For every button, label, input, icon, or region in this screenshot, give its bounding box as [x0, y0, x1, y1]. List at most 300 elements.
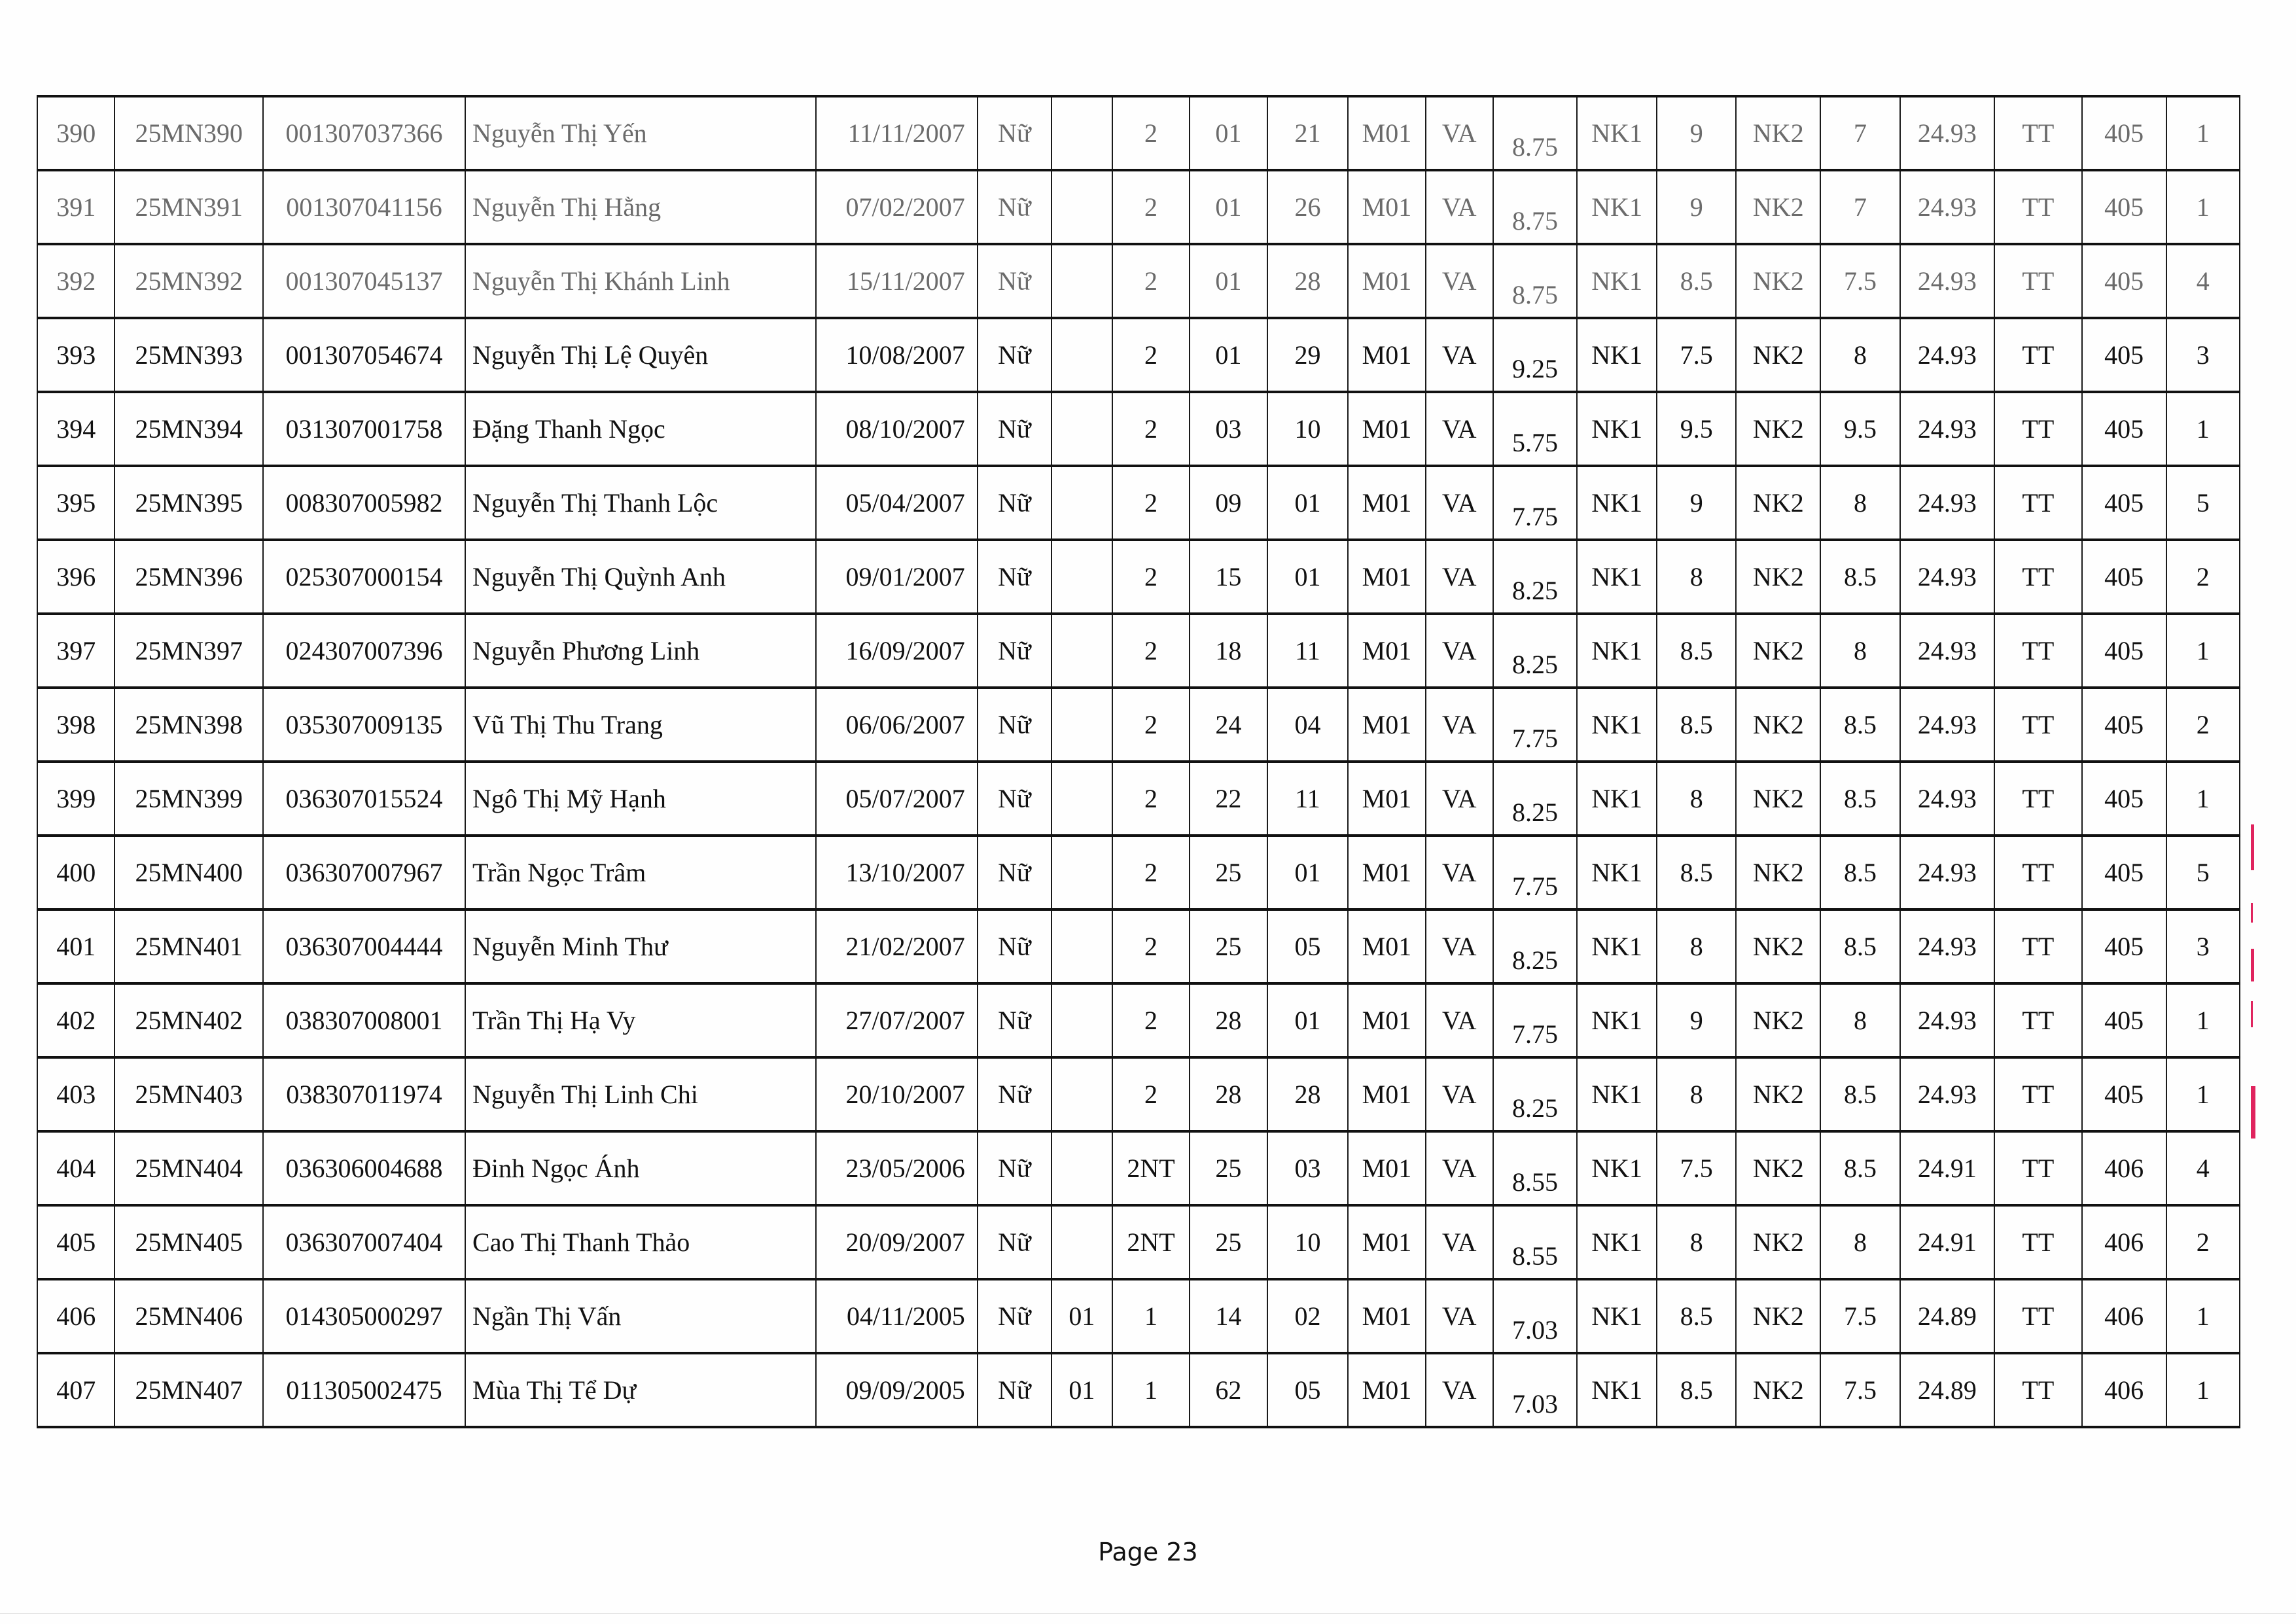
cell-subject-combo: M01 — [1348, 466, 1425, 540]
cell-preference: 1 — [2166, 392, 2240, 466]
cell-score-2: 8.5 — [1657, 614, 1737, 688]
cell-ethnic-priority — [1051, 688, 1112, 762]
cell-gender: Nữ — [978, 762, 1051, 836]
cell-subject-2: NK1 — [1577, 1131, 1657, 1205]
cell-preference: 1 — [2166, 170, 2240, 244]
cell-preference: 1 — [2166, 96, 2240, 170]
cell-district-code: 11 — [1267, 762, 1349, 836]
cell-score-2: 9 — [1657, 170, 1737, 244]
cell-score-2: 8 — [1657, 909, 1737, 983]
cell-candidate-id: 25MN404 — [115, 1131, 263, 1205]
cell-score-2: 8 — [1657, 1205, 1737, 1279]
cell-score-1: 7.03 — [1493, 1353, 1578, 1427]
cell-date-of-birth: 11/11/2007 — [816, 96, 978, 170]
cell-province-code: 03 — [1190, 392, 1267, 466]
cell-score-2: 9 — [1657, 983, 1737, 1057]
cell-row-number: 401 — [37, 909, 115, 983]
cell-area-code: 2 — [1112, 466, 1190, 540]
cell-score-3: 8 — [1820, 466, 1900, 540]
cell-district-code: 03 — [1267, 1131, 1349, 1205]
cell-district-code: 28 — [1267, 244, 1349, 318]
cell-preference: 1 — [2166, 1279, 2240, 1353]
cell-total-score: 24.93 — [1900, 836, 1994, 909]
cell-score-1: 7.03 — [1493, 1279, 1578, 1353]
cell-status: TT — [1994, 96, 2082, 170]
cell-subject-3: NK2 — [1736, 392, 1820, 466]
cell-row-number: 407 — [37, 1353, 115, 1427]
cell-date-of-birth: 09/01/2007 — [816, 540, 978, 614]
cell-province-code: 14 — [1190, 1279, 1267, 1353]
cell-cutoff: 405 — [2082, 909, 2166, 983]
cell-subject-combo: M01 — [1348, 244, 1425, 318]
cell-row-number: 406 — [37, 1279, 115, 1353]
cell-citizen-id: 001307054674 — [263, 318, 465, 392]
cell-score-2: 8.5 — [1657, 1279, 1737, 1353]
cell-score-1: 8.25 — [1493, 614, 1578, 688]
cell-score-2: 7.5 — [1657, 318, 1737, 392]
cell-ethnic-priority: 01 — [1051, 1353, 1112, 1427]
cell-subject-3: NK2 — [1736, 762, 1820, 836]
cell-citizen-id: 025307000154 — [263, 540, 465, 614]
cell-total-score: 24.93 — [1900, 392, 1994, 466]
cell-subject-3: NK2 — [1736, 244, 1820, 318]
cell-date-of-birth: 16/09/2007 — [816, 614, 978, 688]
cell-status: TT — [1994, 1057, 2082, 1131]
cell-score-3: 8 — [1820, 983, 1900, 1057]
cell-score-2: 9 — [1657, 96, 1737, 170]
cell-citizen-id: 036306004688 — [263, 1131, 465, 1205]
cell-district-code: 01 — [1267, 540, 1349, 614]
cell-cutoff: 406 — [2082, 1131, 2166, 1205]
cell-candidate-id: 25MN393 — [115, 318, 263, 392]
table-row — [37, 983, 2240, 1057]
cell-subject-2: NK1 — [1577, 96, 1657, 170]
cell-cutoff: 405 — [2082, 762, 2166, 836]
cell-total-score: 24.93 — [1900, 318, 1994, 392]
cell-subject-3: NK2 — [1736, 909, 1820, 983]
cell-preference: 2 — [2166, 540, 2240, 614]
cell-cutoff: 406 — [2082, 1353, 2166, 1427]
cell-total-score: 24.91 — [1900, 1205, 1994, 1279]
cell-full-name: Nguyễn Thị Quỳnh Anh — [465, 540, 816, 614]
table-row — [37, 318, 2240, 392]
cell-row-number: 397 — [37, 614, 115, 688]
cell-score-3: 8.5 — [1820, 540, 1900, 614]
cell-gender: Nữ — [978, 318, 1051, 392]
cell-province-code: 24 — [1190, 688, 1267, 762]
cell-cutoff: 405 — [2082, 244, 2166, 318]
cell-subject-combo: M01 — [1348, 1353, 1425, 1427]
cell-total-score: 24.93 — [1900, 614, 1994, 688]
cell-subject-3: NK2 — [1736, 1353, 1820, 1427]
cell-subject-1: VA — [1426, 983, 1493, 1057]
cell-score-3: 7.5 — [1820, 244, 1900, 318]
cell-citizen-id: 001307041156 — [263, 170, 465, 244]
cell-candidate-id: 25MN396 — [115, 540, 263, 614]
cell-cutoff: 405 — [2082, 96, 2166, 170]
cell-score-2: 8.5 — [1657, 244, 1737, 318]
cell-ethnic-priority — [1051, 983, 1112, 1057]
cell-status: TT — [1994, 540, 2082, 614]
cell-province-code: 01 — [1190, 318, 1267, 392]
cell-preference: 1 — [2166, 762, 2240, 836]
scan-edge-line — [0, 1613, 2296, 1614]
cell-subject-2: NK1 — [1577, 909, 1657, 983]
cell-area-code: 2 — [1112, 983, 1190, 1057]
cell-district-code: 05 — [1267, 909, 1349, 983]
cell-province-code: 09 — [1190, 466, 1267, 540]
cell-cutoff: 405 — [2082, 392, 2166, 466]
cell-score-3: 9.5 — [1820, 392, 1900, 466]
cell-preference: 4 — [2166, 244, 2240, 318]
cell-preference: 3 — [2166, 318, 2240, 392]
cell-subject-3: NK2 — [1736, 170, 1820, 244]
cell-district-code: 10 — [1267, 392, 1349, 466]
cell-citizen-id: 035307009135 — [263, 688, 465, 762]
cell-preference: 2 — [2166, 1205, 2240, 1279]
table-row — [37, 540, 2240, 614]
cell-status: TT — [1994, 466, 2082, 540]
cell-district-code: 01 — [1267, 466, 1349, 540]
cell-date-of-birth: 15/11/2007 — [816, 244, 978, 318]
cell-score-1: 8.55 — [1493, 1131, 1578, 1205]
cell-district-code: 28 — [1267, 1057, 1349, 1131]
cell-row-number: 394 — [37, 392, 115, 466]
cell-gender: Nữ — [978, 983, 1051, 1057]
cell-candidate-id: 25MN403 — [115, 1057, 263, 1131]
cell-subject-combo: M01 — [1348, 836, 1425, 909]
table-row — [37, 836, 2240, 909]
cell-full-name: Nguyễn Minh Thư — [465, 909, 816, 983]
cell-date-of-birth: 09/09/2005 — [816, 1353, 978, 1427]
cell-score-3: 8.5 — [1820, 836, 1900, 909]
cell-gender: Nữ — [978, 170, 1051, 244]
cell-province-code: 28 — [1190, 983, 1267, 1057]
cell-province-code: 01 — [1190, 96, 1267, 170]
cell-candidate-id: 25MN394 — [115, 392, 263, 466]
cell-citizen-id: 038307011974 — [263, 1057, 465, 1131]
cell-total-score: 24.93 — [1900, 96, 1994, 170]
cell-gender: Nữ — [978, 466, 1051, 540]
cell-subject-1: VA — [1426, 392, 1493, 466]
cell-area-code: 2 — [1112, 688, 1190, 762]
cell-subject-combo: M01 — [1348, 1057, 1425, 1131]
cell-subject-2: NK1 — [1577, 614, 1657, 688]
cell-citizen-id: 024307007396 — [263, 614, 465, 688]
cell-date-of-birth: 05/07/2007 — [816, 762, 978, 836]
cell-subject-2: NK1 — [1577, 688, 1657, 762]
cell-subject-2: NK1 — [1577, 836, 1657, 909]
cell-preference: 1 — [2166, 1057, 2240, 1131]
cell-subject-1: VA — [1426, 1057, 1493, 1131]
cell-score-1: 8.25 — [1493, 540, 1578, 614]
cell-province-code: 25 — [1190, 1131, 1267, 1205]
cell-subject-2: NK1 — [1577, 466, 1657, 540]
cell-province-code: 01 — [1190, 170, 1267, 244]
cell-subject-1: VA — [1426, 466, 1493, 540]
cell-ethnic-priority — [1051, 1057, 1112, 1131]
cell-full-name: Nguyễn Thị Thanh Lộc — [465, 466, 816, 540]
cell-subject-combo: M01 — [1348, 96, 1425, 170]
cell-gender: Nữ — [978, 96, 1051, 170]
cell-province-code: 28 — [1190, 1057, 1267, 1131]
cell-full-name: Ngần Thị Vấn — [465, 1279, 816, 1353]
cell-row-number: 403 — [37, 1057, 115, 1131]
cell-candidate-id: 25MN405 — [115, 1205, 263, 1279]
cell-province-code: 62 — [1190, 1353, 1267, 1427]
cell-candidate-id: 25MN400 — [115, 836, 263, 909]
cell-district-code: 29 — [1267, 318, 1349, 392]
cell-total-score: 24.93 — [1900, 762, 1994, 836]
table-row — [37, 96, 2240, 170]
cell-area-code: 2 — [1112, 762, 1190, 836]
cell-subject-3: NK2 — [1736, 540, 1820, 614]
cell-full-name: Ngô Thị Mỹ Hạnh — [465, 762, 816, 836]
cell-preference: 1 — [2166, 983, 2240, 1057]
cell-cutoff: 405 — [2082, 836, 2166, 909]
cell-ethnic-priority: 01 — [1051, 1279, 1112, 1353]
cell-score-3: 7.5 — [1820, 1353, 1900, 1427]
cell-citizen-id: 008307005982 — [263, 466, 465, 540]
cell-subject-combo: M01 — [1348, 688, 1425, 762]
table-row — [37, 614, 2240, 688]
cell-gender: Nữ — [978, 392, 1051, 466]
cell-score-1: 8.55 — [1493, 1205, 1578, 1279]
cell-gender: Nữ — [978, 540, 1051, 614]
cell-row-number: 400 — [37, 836, 115, 909]
cell-ethnic-priority — [1051, 466, 1112, 540]
admission-results-table — [37, 95, 2240, 1428]
cell-row-number: 395 — [37, 466, 115, 540]
cell-status: TT — [1994, 1205, 2082, 1279]
cell-full-name: Nguyễn Thị Khánh Linh — [465, 244, 816, 318]
cell-subject-2: NK1 — [1577, 762, 1657, 836]
cell-citizen-id: 036307004444 — [263, 909, 465, 983]
cell-score-1: 7.75 — [1493, 983, 1578, 1057]
cell-subject-combo: M01 — [1348, 762, 1425, 836]
cell-cutoff: 405 — [2082, 983, 2166, 1057]
cell-subject-2: NK1 — [1577, 1205, 1657, 1279]
cell-candidate-id: 25MN399 — [115, 762, 263, 836]
cell-score-1: 8.75 — [1493, 170, 1578, 244]
cell-district-code: 10 — [1267, 1205, 1349, 1279]
cell-date-of-birth: 23/05/2006 — [816, 1131, 978, 1205]
cell-score-3: 8 — [1820, 614, 1900, 688]
cell-subject-3: NK2 — [1736, 1279, 1820, 1353]
cell-subject-2: NK1 — [1577, 244, 1657, 318]
table-row — [37, 1205, 2240, 1279]
cell-subject-1: VA — [1426, 540, 1493, 614]
cell-area-code: 2 — [1112, 614, 1190, 688]
cell-row-number: 390 — [37, 96, 115, 170]
cell-preference: 5 — [2166, 466, 2240, 540]
cell-row-number: 404 — [37, 1131, 115, 1205]
cell-candidate-id: 25MN392 — [115, 244, 263, 318]
cell-subject-2: NK1 — [1577, 983, 1657, 1057]
cell-date-of-birth: 10/08/2007 — [816, 318, 978, 392]
cell-subject-3: NK2 — [1736, 836, 1820, 909]
cell-total-score: 24.93 — [1900, 170, 1994, 244]
cell-cutoff: 406 — [2082, 1205, 2166, 1279]
cell-date-of-birth: 05/04/2007 — [816, 466, 978, 540]
cell-subject-2: NK1 — [1577, 540, 1657, 614]
cell-province-code: 25 — [1190, 1205, 1267, 1279]
cell-score-3: 7 — [1820, 170, 1900, 244]
cell-full-name: Vũ Thị Thu Trang — [465, 688, 816, 762]
cell-score-3: 8 — [1820, 1205, 1900, 1279]
cell-subject-1: VA — [1426, 1353, 1493, 1427]
cell-status: TT — [1994, 1131, 2082, 1205]
cell-ethnic-priority — [1051, 96, 1112, 170]
cell-full-name: Mùa Thị Tể Dự — [465, 1353, 816, 1427]
cell-area-code: 2 — [1112, 909, 1190, 983]
cell-gender: Nữ — [978, 1279, 1051, 1353]
cell-ethnic-priority — [1051, 318, 1112, 392]
cell-cutoff: 405 — [2082, 688, 2166, 762]
cell-subject-combo: M01 — [1348, 614, 1425, 688]
cell-subject-3: NK2 — [1736, 1205, 1820, 1279]
cell-area-code: 2 — [1112, 1057, 1190, 1131]
cell-citizen-id: 014305000297 — [263, 1279, 465, 1353]
cell-subject-3: NK2 — [1736, 983, 1820, 1057]
cell-total-score: 24.93 — [1900, 540, 1994, 614]
cell-subject-1: VA — [1426, 1131, 1493, 1205]
cell-cutoff: 405 — [2082, 540, 2166, 614]
cell-score-3: 8.5 — [1820, 688, 1900, 762]
cell-date-of-birth: 21/02/2007 — [816, 909, 978, 983]
cell-subject-1: VA — [1426, 96, 1493, 170]
cell-date-of-birth: 20/10/2007 — [816, 1057, 978, 1131]
cell-date-of-birth: 08/10/2007 — [816, 392, 978, 466]
cell-score-2: 7.5 — [1657, 1131, 1737, 1205]
cell-score-1: 8.75 — [1493, 96, 1578, 170]
cell-ethnic-priority — [1051, 1205, 1112, 1279]
cell-status: TT — [1994, 688, 2082, 762]
cell-candidate-id: 25MN391 — [115, 170, 263, 244]
cell-area-code: 2NT — [1112, 1131, 1190, 1205]
cell-cutoff: 405 — [2082, 466, 2166, 540]
cell-score-2: 8.5 — [1657, 688, 1737, 762]
cell-province-code: 25 — [1190, 836, 1267, 909]
cell-district-code: 01 — [1267, 836, 1349, 909]
cell-subject-3: NK2 — [1736, 1131, 1820, 1205]
cell-full-name: Nguyễn Thị Yến — [465, 96, 816, 170]
cell-row-number: 392 — [37, 244, 115, 318]
cell-subject-2: NK1 — [1577, 1353, 1657, 1427]
cell-status: TT — [1994, 614, 2082, 688]
cell-gender: Nữ — [978, 614, 1051, 688]
cell-cutoff: 405 — [2082, 170, 2166, 244]
cell-total-score: 24.93 — [1900, 244, 1994, 318]
cell-score-1: 5.75 — [1493, 392, 1578, 466]
cell-full-name: Nguyễn Thị Lệ Quyên — [465, 318, 816, 392]
cell-full-name: Trần Ngọc Trâm — [465, 836, 816, 909]
cell-citizen-id: 001307045137 — [263, 244, 465, 318]
cell-area-code: 2 — [1112, 318, 1190, 392]
table-row — [37, 1057, 2240, 1131]
cell-score-1: 8.75 — [1493, 244, 1578, 318]
cell-status: TT — [1994, 836, 2082, 909]
cell-cutoff: 405 — [2082, 318, 2166, 392]
table-row — [37, 170, 2240, 244]
cell-subject-2: NK1 — [1577, 318, 1657, 392]
cell-citizen-id: 001307037366 — [263, 96, 465, 170]
cell-candidate-id: 25MN398 — [115, 688, 263, 762]
cell-subject-3: NK2 — [1736, 96, 1820, 170]
cell-score-3: 7.5 — [1820, 1279, 1900, 1353]
cell-score-2: 9 — [1657, 466, 1737, 540]
cell-province-code: 01 — [1190, 244, 1267, 318]
cell-row-number: 399 — [37, 762, 115, 836]
cell-citizen-id: 036307015524 — [263, 762, 465, 836]
cell-gender: Nữ — [978, 244, 1051, 318]
cell-date-of-birth: 06/06/2007 — [816, 688, 978, 762]
cell-citizen-id: 036307007404 — [263, 1205, 465, 1279]
table-row — [37, 909, 2240, 983]
cell-full-name: Trần Thị Hạ Vy — [465, 983, 816, 1057]
cell-score-2: 8 — [1657, 762, 1737, 836]
cell-subject-combo: M01 — [1348, 983, 1425, 1057]
cell-subject-combo: M01 — [1348, 1131, 1425, 1205]
cell-area-code: 2NT — [1112, 1205, 1190, 1279]
cell-score-1: 7.75 — [1493, 688, 1578, 762]
cell-total-score: 24.89 — [1900, 1279, 1994, 1353]
cell-province-code: 22 — [1190, 762, 1267, 836]
cell-status: TT — [1994, 983, 2082, 1057]
cell-subject-1: VA — [1426, 318, 1493, 392]
cell-row-number: 391 — [37, 170, 115, 244]
cell-candidate-id: 25MN406 — [115, 1279, 263, 1353]
table-row — [37, 392, 2240, 466]
cell-subject-2: NK1 — [1577, 392, 1657, 466]
cell-candidate-id: 25MN402 — [115, 983, 263, 1057]
cell-area-code: 2 — [1112, 96, 1190, 170]
cell-date-of-birth: 27/07/2007 — [816, 983, 978, 1057]
cell-score-3: 8.5 — [1820, 762, 1900, 836]
cell-date-of-birth: 20/09/2007 — [816, 1205, 978, 1279]
cell-district-code: 02 — [1267, 1279, 1349, 1353]
cell-cutoff: 406 — [2082, 1279, 2166, 1353]
cell-citizen-id: 038307008001 — [263, 983, 465, 1057]
cell-total-score: 24.91 — [1900, 1131, 1994, 1205]
cell-subject-3: NK2 — [1736, 1057, 1820, 1131]
cell-full-name: Nguyễn Phương Linh — [465, 614, 816, 688]
cell-total-score: 24.93 — [1900, 466, 1994, 540]
cell-ethnic-priority — [1051, 392, 1112, 466]
cell-status: TT — [1994, 1353, 2082, 1427]
cell-area-code: 2 — [1112, 836, 1190, 909]
cell-ethnic-priority — [1051, 614, 1112, 688]
cell-district-code: 05 — [1267, 1353, 1349, 1427]
cell-score-2: 8.5 — [1657, 836, 1737, 909]
cell-gender: Nữ — [978, 1353, 1051, 1427]
cell-score-3: 8 — [1820, 318, 1900, 392]
cell-preference: 1 — [2166, 1353, 2240, 1427]
cell-subject-1: VA — [1426, 688, 1493, 762]
cell-score-1: 7.75 — [1493, 836, 1578, 909]
cell-gender: Nữ — [978, 1131, 1051, 1205]
cell-total-score: 24.93 — [1900, 983, 1994, 1057]
cell-subject-1: VA — [1426, 909, 1493, 983]
cell-area-code: 2 — [1112, 392, 1190, 466]
cell-province-code: 25 — [1190, 909, 1267, 983]
cell-district-code: 01 — [1267, 983, 1349, 1057]
cell-score-1: 8.25 — [1493, 1057, 1578, 1131]
cell-date-of-birth: 04/11/2005 — [816, 1279, 978, 1353]
cell-subject-combo: M01 — [1348, 540, 1425, 614]
cell-area-code: 1 — [1112, 1279, 1190, 1353]
cell-preference: 1 — [2166, 614, 2240, 688]
